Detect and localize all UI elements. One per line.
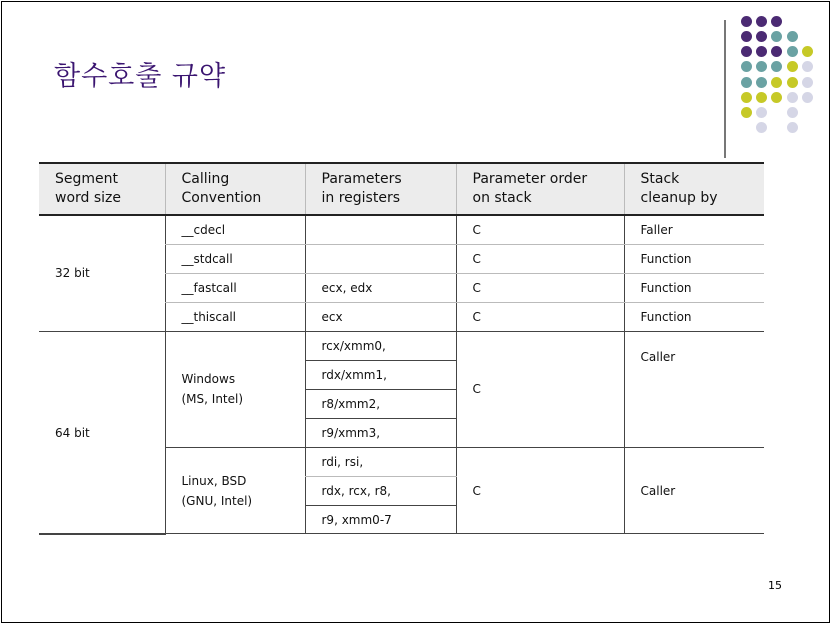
header-segment: Segment word size [39, 163, 165, 215]
order-cell: C [456, 215, 624, 244]
registers-cell [305, 215, 456, 244]
decorative-dot [802, 46, 813, 57]
convention-windows: Windows (MS, Intel) [165, 331, 305, 447]
decorative-dot [741, 46, 752, 57]
registers-cell: ecx [305, 302, 456, 331]
decorative-dot [741, 77, 752, 88]
calling-convention-table [39, 162, 764, 535]
table-bottom-rule [39, 533, 764, 534]
order-cell: C [456, 273, 624, 302]
convention-cell: __fastcall [165, 273, 305, 302]
table-row [39, 331, 764, 360]
convention-cell: __stdcall [165, 244, 305, 273]
header-stack-cleanup: Stack cleanup by [624, 163, 764, 215]
decorative-dot [787, 122, 798, 133]
registers-cell: r9/xmm3, [305, 418, 456, 447]
decorative-divider [724, 20, 726, 158]
registers-cell: rcx/xmm0, [305, 331, 456, 360]
decorative-dot [756, 122, 767, 133]
cleanup-cell: Function [624, 302, 764, 331]
header-param-order: Parameter order on stack [456, 163, 624, 215]
page-number: 15 [768, 579, 782, 592]
registers-cell: rdx/xmm1, [305, 360, 456, 389]
decorative-dot [756, 77, 767, 88]
registers-cell: rdi, rsi, [305, 447, 456, 476]
registers-cell: ecx, edx [305, 273, 456, 302]
decorative-dot [741, 107, 752, 118]
cleanup-windows: Caller [624, 331, 764, 447]
segment-32bit: 32 bit [39, 215, 165, 331]
decorative-dot [787, 107, 798, 118]
decorative-dot [756, 107, 767, 118]
decorative-dot [756, 46, 767, 57]
decorative-dot [756, 61, 767, 72]
header-calling-convention: Calling Convention [165, 163, 305, 215]
slide-title: 함수호출 규약 [54, 61, 227, 92]
convention-cell: __thiscall [165, 302, 305, 331]
segment-64bit: 64 bit [39, 331, 165, 534]
registers-cell: r9, xmm0-7 [305, 505, 456, 534]
decorative-dot [771, 46, 782, 57]
order-cell: C [456, 302, 624, 331]
decorative-dot [741, 31, 752, 42]
decorative-dot [787, 92, 798, 103]
decorative-dot [756, 31, 767, 42]
convention-cell: __cdecl [165, 215, 305, 244]
cleanup-cell: Function [624, 244, 764, 273]
cleanup-cell: Function [624, 273, 764, 302]
decorative-dot [787, 61, 798, 72]
registers-cell: rdx, rcx, r8, [305, 476, 456, 505]
decorative-dot [771, 92, 782, 103]
decorative-dot [741, 16, 752, 27]
order-windows: C [456, 331, 624, 447]
decorative-dot [787, 77, 798, 88]
decorative-dot [802, 61, 813, 72]
decorative-dot [771, 61, 782, 72]
decorative-dot [741, 61, 752, 72]
slide [1, 1, 830, 623]
cleanup-linux: Caller [624, 447, 764, 534]
decorative-dot [802, 77, 813, 88]
decorative-dot [787, 31, 798, 42]
registers-cell [305, 244, 456, 273]
decorative-dot [756, 92, 767, 103]
decorative-dot [771, 31, 782, 42]
cleanup-cell: Faller [624, 215, 764, 244]
registers-cell: r8/xmm2, [305, 389, 456, 418]
decorative-dot [771, 77, 782, 88]
convention-linux: Linux, BSD (GNU, Intel) [165, 447, 305, 534]
decorative-dot [741, 92, 752, 103]
decorative-dot [802, 92, 813, 103]
decorative-dot [787, 46, 798, 57]
order-linux: C [456, 447, 624, 534]
table-row [39, 215, 764, 244]
header-parameters: Parameters in registers [305, 163, 456, 215]
table-header-row [39, 163, 764, 215]
decorative-dot [756, 16, 767, 27]
decorative-dot [771, 16, 782, 27]
order-cell: C [456, 244, 624, 273]
